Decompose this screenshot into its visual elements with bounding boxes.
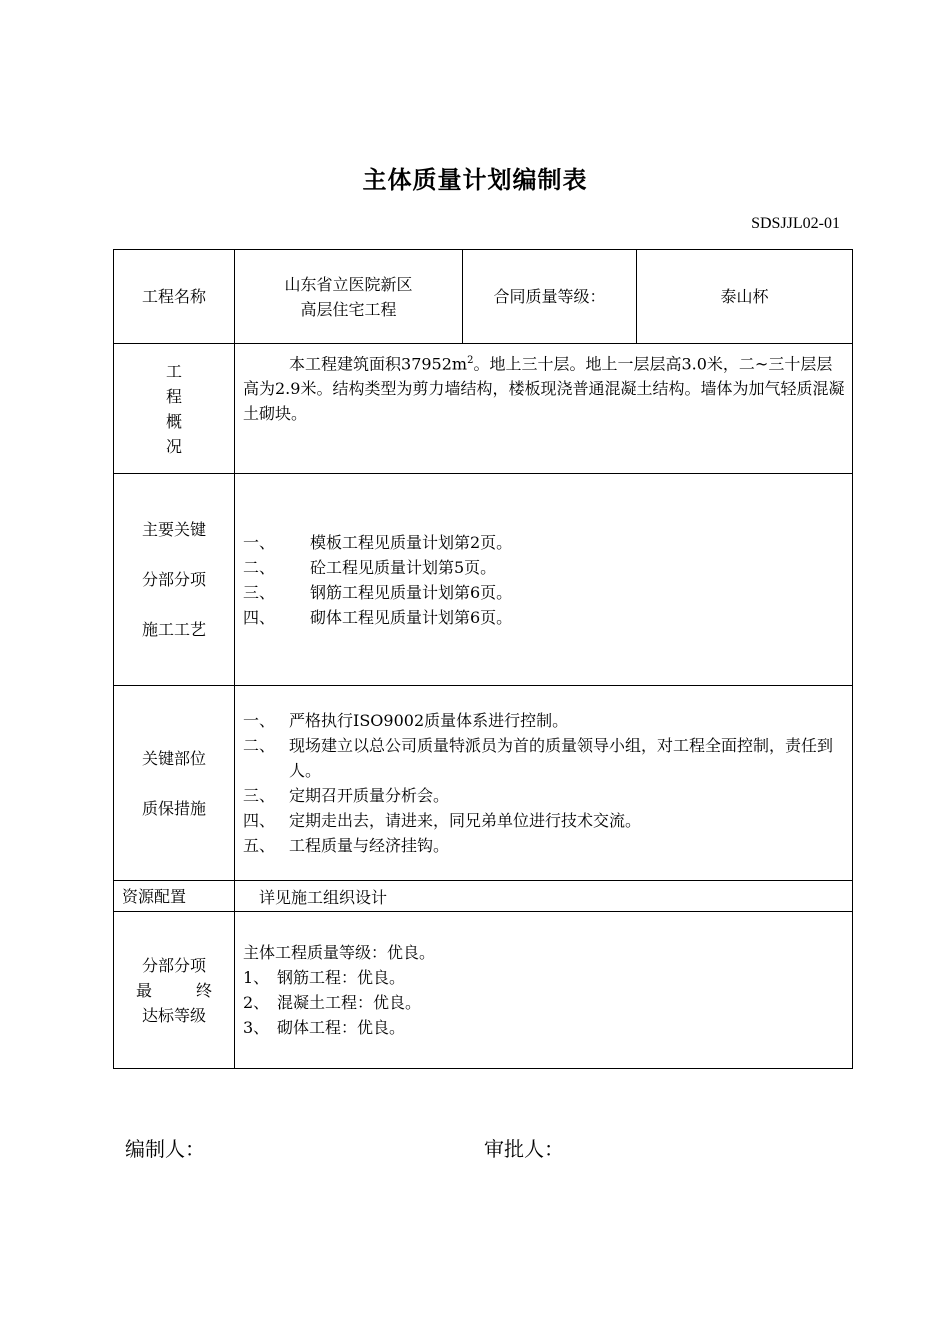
process-list xyxy=(235,474,853,686)
measures-label xyxy=(114,686,235,881)
list-item: 二、 现场建立以总公司质量特派员为首的质量领导小组，对工程全面控制，责任到人。 xyxy=(243,736,834,780)
resources-row xyxy=(114,881,853,912)
list-item: 四、 砌体工程见质量计划第6页。 xyxy=(243,607,513,627)
list-item: 2、 混凝土工程：优良。 xyxy=(243,993,422,1012)
overview-label-char: 概 xyxy=(165,411,182,431)
list-item: 一、 模板工程见质量计划第2页。 xyxy=(243,532,513,552)
process-label xyxy=(114,474,235,686)
overview-label-char: 况 xyxy=(165,436,182,456)
overview-text xyxy=(235,344,853,474)
process-row xyxy=(114,474,853,686)
overview-text-prefix: 本工程建筑面积 xyxy=(289,354,402,374)
page-title: 主体质量计划编制表 xyxy=(362,166,588,194)
resources-value: 详见施工组织设计 xyxy=(235,881,853,912)
process-label-line: 施工工艺 xyxy=(141,620,206,639)
list-item: 二、 砼工程见质量计划第5页。 xyxy=(243,557,497,577)
measures-row xyxy=(114,686,853,881)
approver-label: 审批人： xyxy=(484,1137,564,1161)
contract-grade-label: 合同质量等级： xyxy=(463,250,637,344)
document-code: SDSJJL02-01 xyxy=(751,215,840,232)
process-label-line: 主要关键 xyxy=(141,520,206,539)
overview-row xyxy=(114,344,853,474)
process-label-line: 分部分项 xyxy=(141,570,206,589)
overview-label-char: 程 xyxy=(165,386,182,406)
list-item: 3、 砌体工程：优良。 xyxy=(243,1018,406,1037)
list-item: 一、 严格执行ISO9002质量体系进行控制。 xyxy=(243,711,569,730)
grades-list xyxy=(235,912,853,1069)
grades-label-line3: 达标等级 xyxy=(141,1005,206,1025)
project-name-label: 工程名称 xyxy=(114,250,235,344)
resources-label: 资源配置 xyxy=(114,881,235,912)
list-item: 五、 工程质量与经济挂钩。 xyxy=(243,836,450,855)
grades-label-line1: 分部分项 xyxy=(141,955,206,975)
overview-text-rest: 。地上三十层。地上一层层高3.0米，二~三十层层高为2.9米。结构类型为剪力墙结构，楼板现浇普通混凝土结构。墙体为加气轻质混凝土砌块。 xyxy=(243,354,845,424)
project-name-line2: 高层住宅工程 xyxy=(300,299,397,319)
grades-row xyxy=(114,912,853,1069)
project-name-line1: 山东省立医院新区 xyxy=(284,274,413,294)
overview-area: 37952m xyxy=(401,354,468,374)
measures-label-line: 质保措施 xyxy=(141,798,206,818)
measures-label-line: 关键部位 xyxy=(141,748,206,768)
compiler-label: 编制人： xyxy=(125,1137,205,1161)
overview-label-char: 工 xyxy=(165,361,182,381)
list-item: 三、 钢筋工程见质量计划第6页。 xyxy=(243,582,513,602)
project-name-value xyxy=(235,250,463,344)
project-row xyxy=(114,250,853,344)
contract-grade-value: 泰山杯 xyxy=(637,250,853,344)
quality-plan-table xyxy=(113,249,853,1069)
grades-intro: 主体工程质量等级：优良。 xyxy=(243,943,436,962)
list-item: 四、 定期走出去，请进来，同兄弟单位进行技术交流。 xyxy=(243,811,642,830)
overview-area-sup: 2 xyxy=(467,355,474,366)
overview-label xyxy=(114,344,235,474)
list-item: 三、 定期召开质量分析会。 xyxy=(243,786,450,805)
grades-label xyxy=(114,912,235,1069)
list-item: 1、 钢筋工程：优良。 xyxy=(243,968,406,987)
measures-list xyxy=(235,686,853,881)
grades-label-line2: 最 终 xyxy=(136,980,212,1000)
